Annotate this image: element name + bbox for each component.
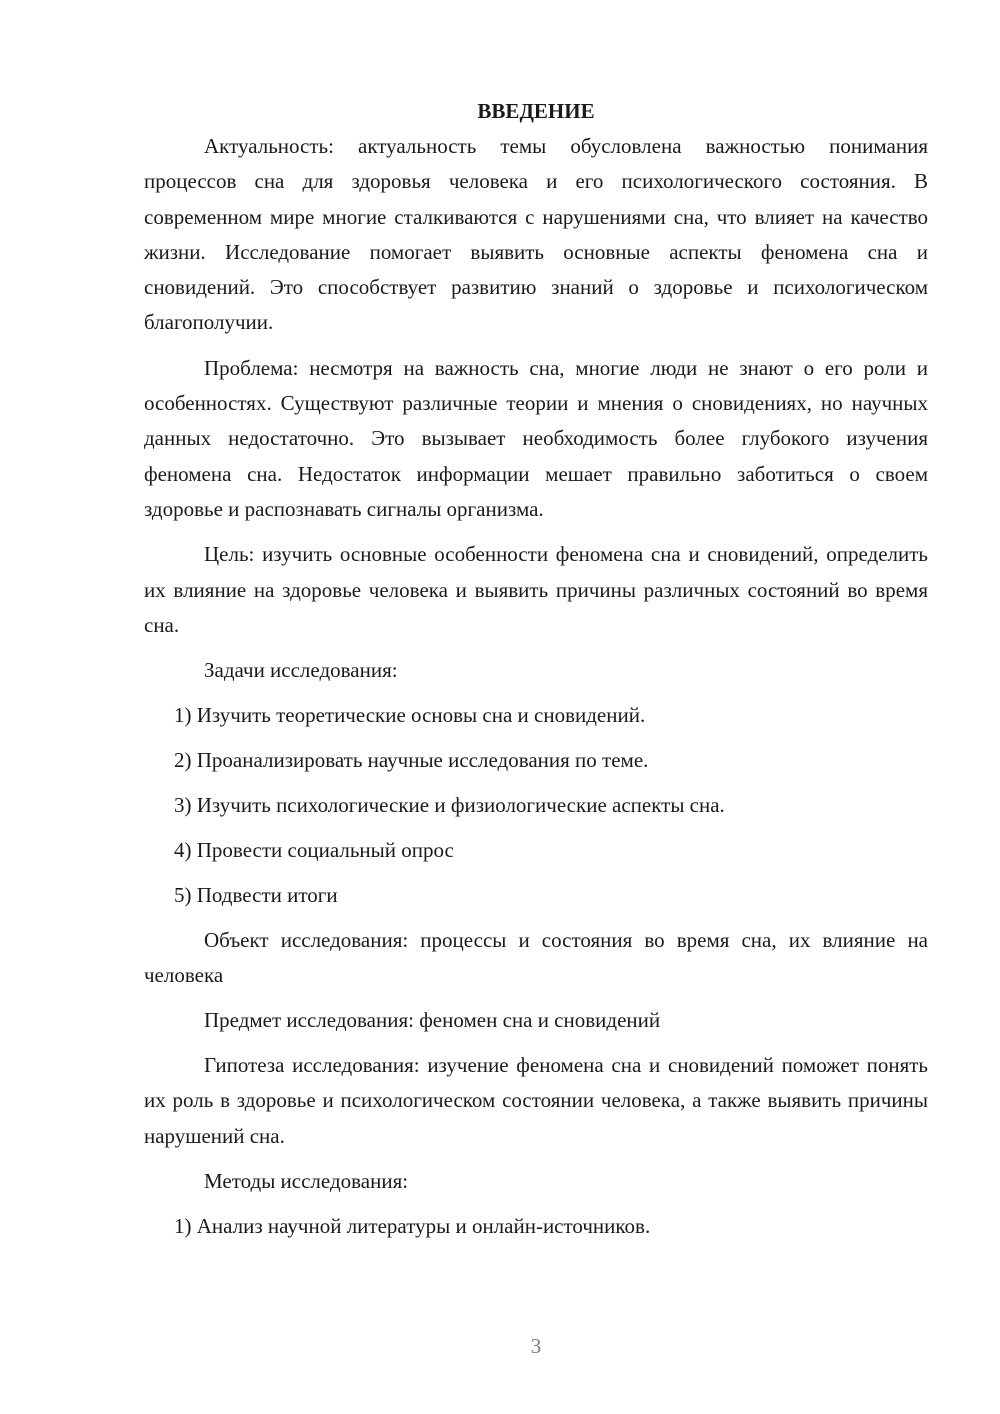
- list-item: 1) Изучить теоретические основы сна и сновидений.: [174, 703, 646, 728]
- list-item: 2) Проанализировать научные исследования по теме.: [174, 747, 649, 772]
- object-paragraph: Объект исследования: процессы и состояния во время сна, их влияние на человека: [144, 927, 928, 987]
- tasks-list: [144, 698, 928, 913]
- relevance-paragraph: Актуальность: актуальность темы обусловлена важностью понимания процессов сна для здоровья человека и его психологического состояния. В современном мире многие сталкиваются с нарушениями сна, что влияет на качество жизни. Исследование помогает выявить основные аспекты феномена сна и сновидений. Это способствует развитию знаний о здоровье и психологическом благополучии.: [144, 134, 928, 335]
- page-content: [144, 94, 928, 1254]
- page-number: 3: [530, 1334, 542, 1358]
- subject-paragraph: Предмет исследования: феномен сна и сновидений: [204, 1008, 661, 1033]
- methods-heading: Методы исследования:: [204, 1168, 409, 1193]
- methods-list: [144, 1209, 928, 1244]
- list-item: 4) Провести социальный опрос: [174, 837, 454, 862]
- list-item: 1) Анализ научной литературы и онлайн-источников.: [174, 1213, 651, 1238]
- goal-paragraph: Цель: изучить основные особенности феномена сна и сновидений, определить их влияние на здоровье человека и выявить причины различных состояний во время сна.: [144, 542, 928, 637]
- problem-paragraph: Проблема: несмотря на важность сна, многие люди не знают о его роли и особенностях. Существуют различные теории и мнения о сновидениях, но научных данных недостаточно. Это вызывает необходимость более глубокого изучения феномена сна. Недостаток информации мешает правильно заботиться о своем здоровье и распознавать сигналы организма.: [144, 355, 928, 521]
- list-item: 3) Изучить психологические и физиологические аспекты сна.: [174, 792, 725, 817]
- hypothesis-paragraph: Гипотеза исследования: изучение феномена сна и сновидений поможет понять их роль в здоровье и психологическом состоянии человека, а также выявить причины нарушений сна.: [144, 1052, 928, 1148]
- section-title: ВВЕДЕНИЕ: [477, 99, 595, 123]
- tasks-heading: Задачи исследования:: [204, 658, 398, 683]
- list-item: 5) Подвести итоги: [174, 882, 338, 907]
